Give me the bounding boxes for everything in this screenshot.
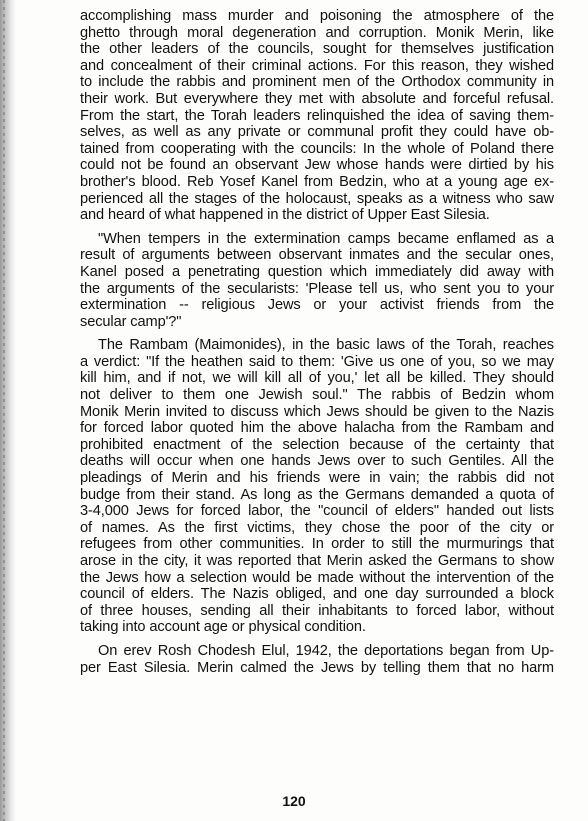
text-line: deaths will occur when one hands Jews over to such Gentiles. All the — [80, 453, 554, 470]
text-line: tained from cooperating with the councils: In the whole of Poland there — [80, 140, 554, 157]
text-line: refugees from other communities. In order to still the murmurings that — [80, 536, 554, 553]
text-line: a verdict: "If the heathen said to them: 'Give us one of you, so we may — [80, 353, 554, 370]
text-line: budge from their stand. As long as the Germans demanded a quota of — [80, 486, 554, 503]
text-line: per East Silesia. Merin calmed the Jews by telling them that no harm — [80, 659, 554, 676]
text-line: arose in the city, it was reported that Merin asked the Germans to show — [80, 553, 554, 569]
text-line: extermination -- religious Jews or your activist friends from the — [80, 297, 554, 314]
text-line: not deliver to them one Jewish soul." The rabbis of Bedzin whom — [80, 387, 554, 404]
text-line: the other leaders of the councils, sought for themselves justification — [80, 41, 554, 58]
text-line: secular camp'?" — [80, 313, 182, 330]
paragraph-2 — [80, 231, 554, 331]
binding-edge — [0, 0, 16, 821]
text-line: Kanel posed a penetrating question which immediately did away with — [80, 263, 554, 280]
text-line: accomplishing mass murder and poisoning the atmosphere of the — [80, 8, 554, 24]
text-line: From the start, the Torah leaders relinquished the idea of saving them- — [80, 107, 554, 124]
text-line: Monik Merin invited to discuss which Jews should be given to the Nazis — [80, 403, 554, 420]
text-line: their work. But everywhere they met with absolute and forceful refusal. — [80, 90, 554, 107]
paragraph-3 — [80, 337, 554, 636]
text-line: On erev Rosh Chodesh Elul, 1942, the deportations began from Up- — [98, 642, 554, 659]
text-line: 3-4,000 Jews for forced labor, the "council of elders" handed out lists — [80, 503, 554, 520]
text-line: result of arguments between observant inmates and the secular ones, — [80, 247, 554, 264]
text-line: of names. As the first victims, they chose the poor of the city or — [80, 519, 554, 536]
text-line: "When tempers in the extermination camps became enflamed as a — [98, 230, 554, 247]
text-line: prohibited enactment of the selection because of the certainty that — [80, 436, 554, 453]
text-line: and heard of what happened in the district of Upper East Silesia. — [80, 207, 490, 224]
text-column — [80, 8, 554, 676]
page-number: 120 — [282, 793, 306, 809]
paragraph-4 — [80, 643, 554, 676]
text-line: selves, as well as any private or communal profit they could have ob- — [80, 124, 554, 141]
text-line: The Rambam (Maimonides), in the basic laws of the Torah, reaches — [98, 337, 554, 354]
text-line: and concealment of their criminal actions. For this reason, they wished — [80, 57, 554, 74]
text-line: pleadings of Merin and his friends were in vain; the rabbis did not — [80, 470, 554, 487]
text-line: the Jews how a selection would be made without the intervention of the — [80, 569, 554, 586]
text-line: brother's blood. Reb Yosef Kanel from Bedzin, who at a young age ex- — [80, 173, 554, 190]
text-line: ghetto through moral degeneration and corruption. Monik Merin, like — [80, 24, 554, 41]
text-line: for forced labor quoted him the above halacha from the Rambam and — [80, 420, 554, 437]
paragraph-1 — [80, 8, 554, 224]
text-line: of three houses, sending all their inhabitants to forced labor, without — [80, 602, 554, 619]
text-line: to include the rabbis and prominent men of the Orthodox community in — [80, 74, 554, 91]
text-line: taking into account age or physical condition. — [80, 619, 366, 636]
text-line: the arguments of the secularists: 'Please tell us, who sent you to your — [80, 280, 554, 297]
text-line: kill him, and if not, we will kill all of you,' let all be killed. They should — [80, 370, 554, 387]
text-line: could not be found an observant Jew whose hands were dirtied by his — [80, 157, 554, 174]
text-line: council of elders. The Nazis obliged, and one day surrounded a block — [80, 586, 554, 603]
text-line: perienced all the stages of the holocaust, speaks as a witness who saw — [80, 190, 554, 207]
